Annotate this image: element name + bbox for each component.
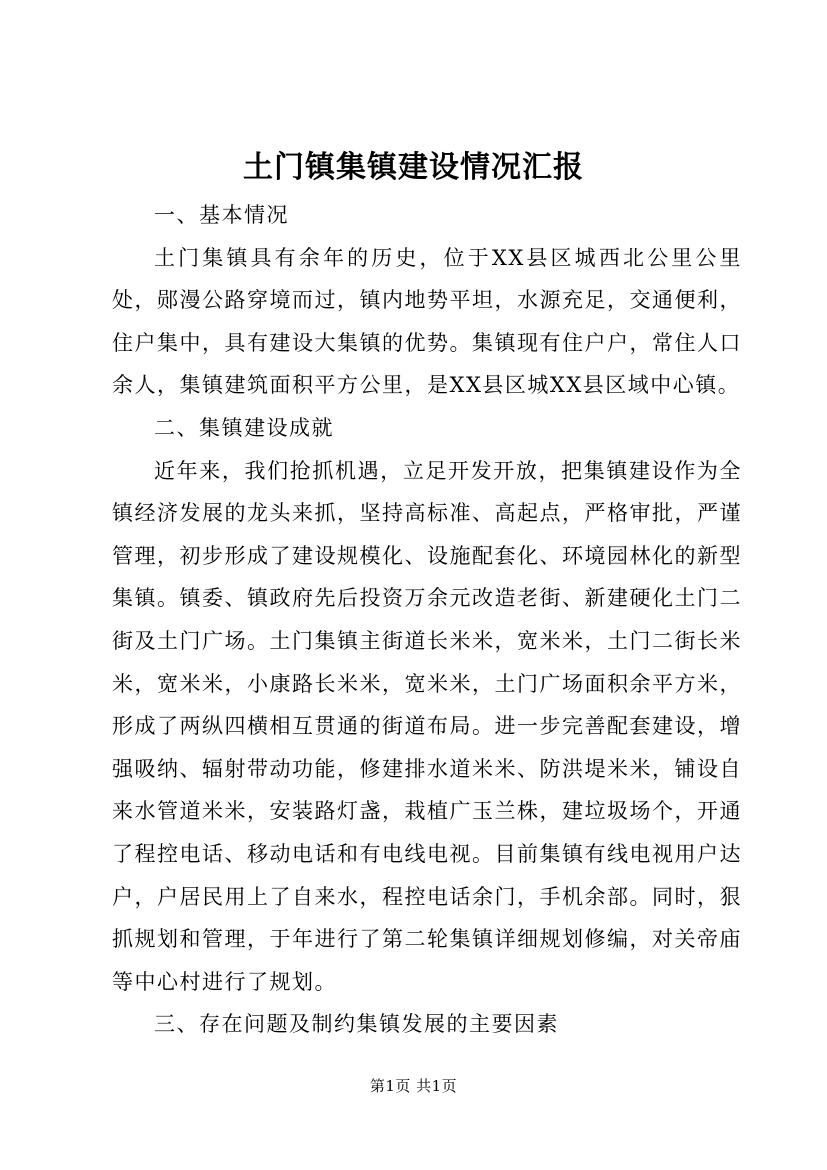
section-paragraph-achievements: 近年来，我们抢抓机遇，立足开发开放，把集镇建设作为全镇经济发展的龙头来抓，坚持高标准、高起点，严格审批，严谨管理，初步形成了建设规模化、设施配套化、环境园林化的新型集镇。镇委、镇政府先后投资万余元改造老街、新建硬化土门二街及土门广场。土门集镇主街道长米米，宽米米，土门二街长米米，宽米米，小康路长米米，宽米米，土门广场面积余平方米，形成了两纵四横相互贯通的街道布局。进一步完善配套建设，增强吸纳、辐射带动功能，修建排水道米米、防洪堤米米，铺设自来水管道米米，安装路灯盏，栽植广玉兰株，建垃圾场个，开通了程控电话、移动电话和有电线电视。目前集镇有线电视用户达户，户居民用上了自来水，程控电话余门，手机余部。同时，狠抓规划和管理，于年进行了第二轮集镇详细规划修编，对关帝庙等中心村进行了规划。	[112, 458, 742, 994]
document-title: 土门镇集镇建设情况汇报	[243, 150, 584, 185]
section-heading-achievements: 二、集镇建设成就	[154, 415, 334, 440]
page-footer: 第1页 共1页	[369, 1077, 458, 1095]
section-heading-basic-info: 一、基本情况	[154, 203, 289, 227]
document-body	[112, 194, 742, 1046]
section-heading-problems: 三、存在问题及制约集镇发展的主要因素	[154, 1012, 559, 1037]
section-paragraph-basic-info: 土门集镇具有余年的历史，位于XX县区城西北公里公里处，郧漫公路穿境而过，镇内地势平坦，水源充足，交通便利，住户集中，具有建设大集镇的优势。集镇现有住户户，常住人口余人，集镇建筑面积平方公里，是XX县区城XX县区域中心镇。	[112, 245, 742, 398]
